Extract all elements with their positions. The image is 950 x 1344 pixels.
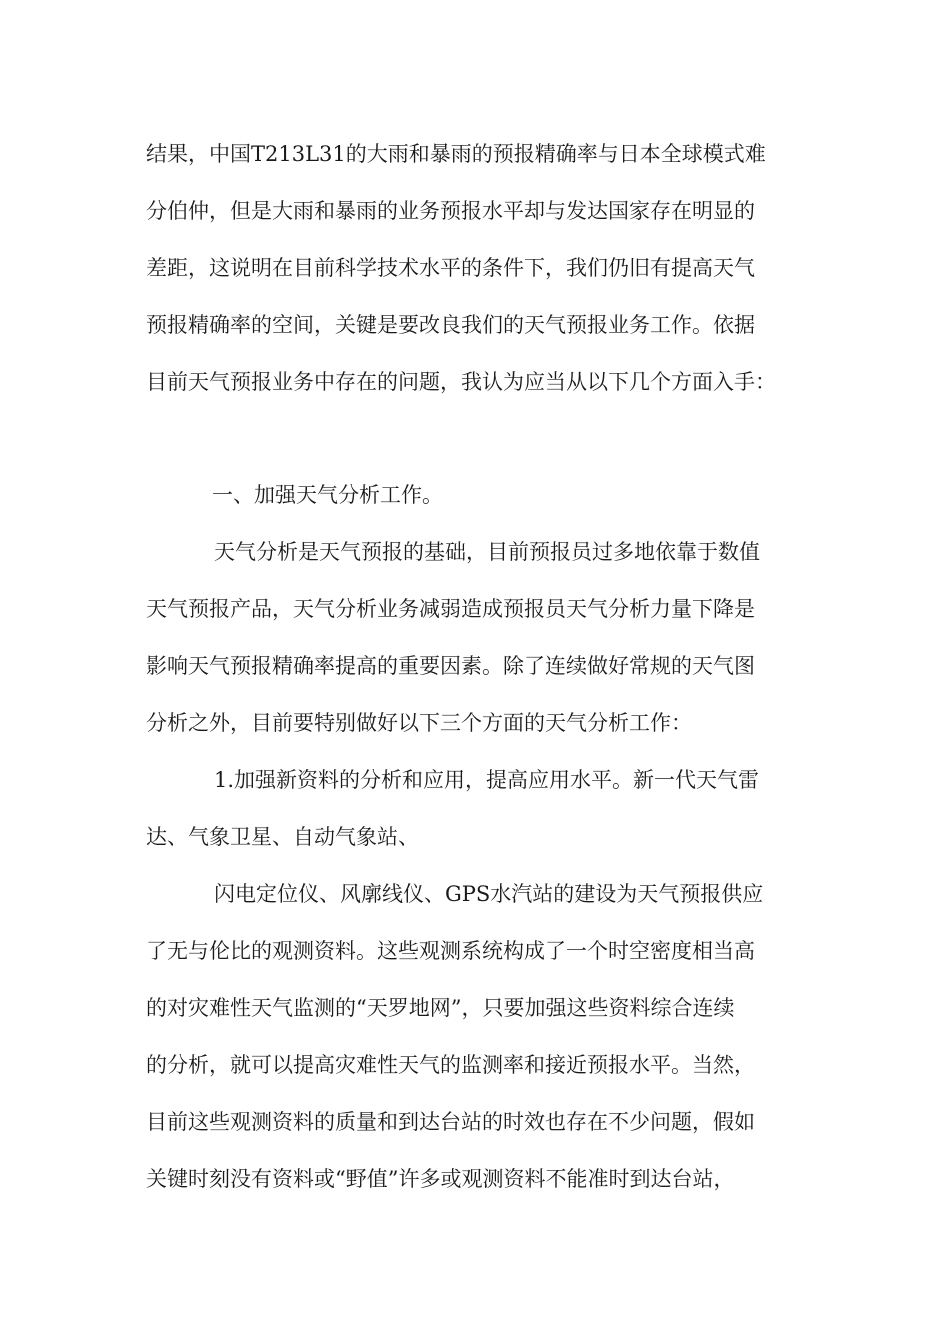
text-line-9: 影响天气预报精确率提高的重要因素。除了连续做好常规的天气图: [146, 654, 755, 678]
text-line-17: 目前这些观测资料的质量和到达台站的时效也存在不少问题，假如: [146, 1110, 755, 1134]
text-line-8: 天气预报产品，天气分析业务减弱造成预报员天气分析力量下降是: [146, 597, 755, 621]
text-line-14: 了无与伦比的观测资料。这些观测系统构成了一个时空密度相当高: [146, 939, 755, 963]
section-heading: 一、加强天气分析工作。: [212, 483, 443, 507]
text-line-5: 目前天气预报业务中存在的问题，我认为应当从以下几个方面入手：: [146, 370, 776, 394]
text-line-2: 分伯仲，但是大雨和暴雨的业务预报水平却与发达国家存在明显的: [146, 199, 755, 223]
text-line-4: 预报精确率的空间，关键是要改良我们的天气预报业务工作。依据: [146, 313, 755, 337]
text-line-16: 的分析，就可以提高灾难性天气的监测率和接近预报水平。当然，: [146, 1053, 755, 1077]
text-line-15: 的对灾难性天气监测的“天罗地网”，只要加强这些资料综合连续: [146, 996, 735, 1020]
text-line-12: 达、气象卫星、自动气象站、: [146, 825, 419, 849]
text-line-1: 结果，中国T213L31的大雨和暴雨的预报精确率与日本全球模式难: [146, 142, 766, 166]
paragraph-first-line: 天气分析是天气预报的基础，目前预报员过多地依靠于数值: [214, 540, 760, 564]
list-item-1-line: 1.加强新资料的分析和应用，提高应用水平。新一代天气雷: [214, 768, 760, 792]
text-line-3: 差距，这说明在目前科学技术水平的条件下，我们仍旧有提高天气: [146, 256, 755, 280]
paragraph-continued-line: 闪电定位仪、风廓线仪、GPS水汽站的建设为天气预报供应: [214, 882, 764, 906]
text-line-10: 分析之外，目前要特别做好以下三个方面的天气分析工作：: [146, 711, 692, 735]
text-line-18: 关键时刻没有资料或“野值”许多或观测资料不能准时到达台站，: [146, 1167, 735, 1191]
